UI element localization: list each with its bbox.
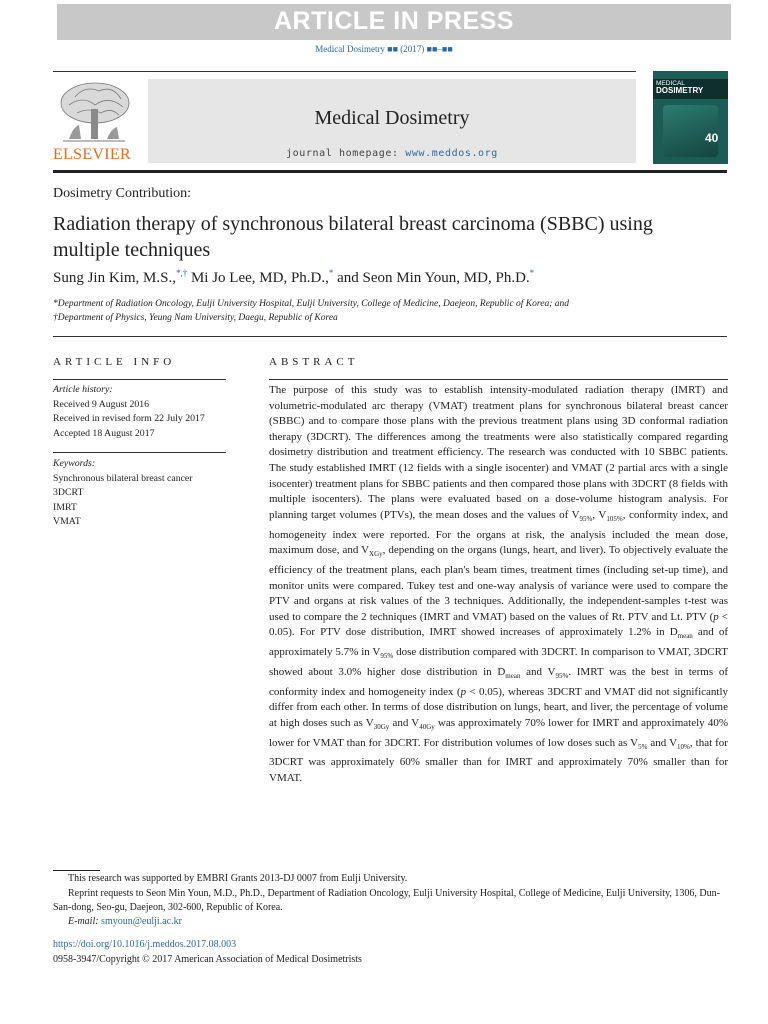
email-label: E-mail: [68,916,102,927]
section-rule [53,336,727,337]
cover-line1: MEDICAL [656,80,685,87]
doi-link[interactable]: https://doi.org/10.1016/j.meddos.2017.08.003 [53,939,237,950]
abstract-subscript: mean [677,632,693,641]
footnote-rule [53,870,100,871]
abstract-text: and V [389,716,420,729]
journal-homepage [148,148,636,159]
abstract-subscript: 30Gy [373,723,390,731]
article-category: Dosimetry Contribution: [53,186,192,201]
author-affiliation-link[interactable]: *,† [175,268,188,278]
abstract-text: and of approximately 5.7% in V [269,626,728,659]
abstract-text: , depending on the organs (lungs, heart, and liver). To objectively evaluate the efficiency of the treatment plans, each plan's beam times, treatment times (including set-up time), and monitor units were compared. Tukey test and one-way analysis of variance were used to compare the PTV and organs at risk values of the 3 techniques. Additionally, the independent-samples t-test was used to compare the 2 techniques (IMRT and VMAT) based on the values of Rt. PTV and Lt. PTV ( [269,544,728,623]
email-footnote [53,915,744,929]
article-title: Radiation therapy of synchronous bilateral breast carcinoma (SBBC) using multiple techniques [53,213,653,261]
abstract-text: < 0.05). For PTV dose distribution, IMRT showed increases of approximately 1.2% in D [269,610,728,639]
info-rule [53,379,226,380]
abstract-subscript: 10% [677,742,690,751]
abstract-text: The purpose of this study was to establish intensity-modulated radiation therapy (IMRT) and volumetric-modulated arc therapy (VMAT) treatment plans for synchronous bilateral breast cancer (SBBC) and to compare those plans with the previous treatment plans using 3D conformal radiation therapy (3DCRT). The differences among the treatments were also statistically compared regarding dosimetry distribution and treatment efficiency. The research was conducted with 10 SBBC patients. The study established IMRT (12 fields with a single isocenter) and VMAT (2 partial arcs with a single isocenter) treatment plans for SBBC patients and then compared those plans with 3DCRT (8 fields with multiple isocenters). The plans were evaluated based on a dose-volume histogram analysis. For planning target volumes (PTVs), the mean doses and the values of V [269,384,728,521]
abstract-subscript: 95% [555,672,569,681]
abstract-text: was approximately 70% lower for IMRT and approximately 40% lower for VMAT than for 3DCRT. For distribution volumes of low doses such as V [269,716,728,749]
journal-masthead [148,79,636,163]
author-name: and Seon Min Youn, MD, Ph.D. [333,270,530,286]
abstract-text: , that for 3DCRT was approximately 60% smaller than for IMRT and approximately 70% smaller than for VMAT. [269,736,728,784]
affiliation-item: *Department of Radiation Oncology, Eulji University Hospital, Eulji University, College of Medicine, Daejeon, Republic of Korea; and [53,299,569,309]
keywords [53,457,226,530]
journal-citation[interactable]: Medical Dosimetry ■■ (2017) ■■–■■ [315,44,453,54]
abstract-text: . IMRT was the best in terms of conformity index and homogeneity index ( [269,665,728,698]
affiliations [53,297,733,325]
abstract-italic: p [713,610,719,623]
journal-cover-image[interactable] [653,71,728,164]
author-name: Mi Jo Lee, MD, Ph.D., [187,270,329,286]
email-link[interactable]: smyoun@eulji.ac.kr [101,916,182,927]
abstract-body [269,383,728,787]
homepage-label: journal homepage: [286,148,406,159]
history-item: Received 9 August 2016 [53,398,150,410]
history-item: Received in revised form 22 July 2017 [53,413,205,424]
abstract-italic: p [460,685,467,698]
abstract-text: dose distribution compared with 3DCRT. In comparison to VMAT, 3DCRT showed about 3.0% higher dose distribution in D [269,646,728,678]
abstract-text: , conformity index, and homogeneity index were reported. For the organs at risk, the analysis included the mean dose, maximum dose, and V [269,508,728,557]
abstract-subscript: 95% [380,652,394,661]
homepage-link[interactable]: www.meddos.org [405,148,498,159]
abstract-text: and V [520,665,556,678]
funding-footnote: This research was supported by EMBRI Grants 2013-DJ 0007 from Eulji University. [68,873,408,884]
doi [53,938,729,952]
affiliation-item: †Department of Physics, Yeung Nam University, Daegu, Republic of Korea [53,313,338,323]
abstract-subscript: 105% [606,514,623,523]
keywords-label: Keywords: [53,458,96,469]
keywords-rule [53,452,226,453]
keyword-item: Synchronous bilateral breast cancer [53,472,193,484]
abstract-subscript: 95% [579,514,593,523]
author-list [53,268,534,287]
abstract-text: , V [592,508,607,521]
abstract-text: and V [647,736,678,749]
abstract-subscript: XGy [369,550,383,559]
abstract-rule [269,379,728,380]
article-in-press-banner: ARTICLE IN PRESS [57,4,731,40]
keyword-item: VMAT [53,516,81,527]
header-rule [53,71,636,72]
abstract-subscript: mean [505,672,521,681]
keyword-item: IMRT [53,501,77,513]
elsevier-wordmark: ELSEVIER [53,146,131,163]
article-history [53,383,226,441]
author-name: Sung Jin Kim, M.S., [53,270,176,286]
cover-badge: 40 [705,131,719,145]
copyright-line: 0958-3947/Copyright © 2017 American Association of Medical Dosimetrists [53,954,362,965]
elsevier-tree-icon [55,79,133,145]
history-item: Accepted 18 August 2017 [53,427,155,439]
author-affiliation-link[interactable]: * [529,268,535,278]
history-label: Article history: [53,384,113,395]
abstract-text: < 0.05), whereas 3DCRT and VMAT did not significantly differ from each other. In terms of dose distribution on lungs, heart, and liver, the percentage of volume at high doses such as V [269,685,729,729]
abstract-subscript: 5% [638,742,648,751]
cover-line2: DOSIMETRY [656,86,704,95]
elsevier-logo[interactable] [53,79,148,165]
keyword-item: 3DCRT [53,487,84,498]
abstract-heading: ABSTRACT [269,356,359,368]
article-info-heading: ARTICLE INFO [53,356,176,368]
cover-title [656,80,703,95]
journal-title: Medical Dosimetry [314,107,470,129]
abstract-subscript: 40Gy [419,723,435,731]
masthead-thick-rule [53,170,727,173]
reprint-footnote: Reprint requests to Seon Min Youn, M.D., Ph.D., Department of Radiation Oncology, Eulji University Hospital, College of Medicine, Eulji University, 1306, Dun-San-dong, Seo-gu, Daejeon, 302-600, Republic of Korea. [53,888,720,913]
author-affiliation-link[interactable]: * [328,268,334,278]
